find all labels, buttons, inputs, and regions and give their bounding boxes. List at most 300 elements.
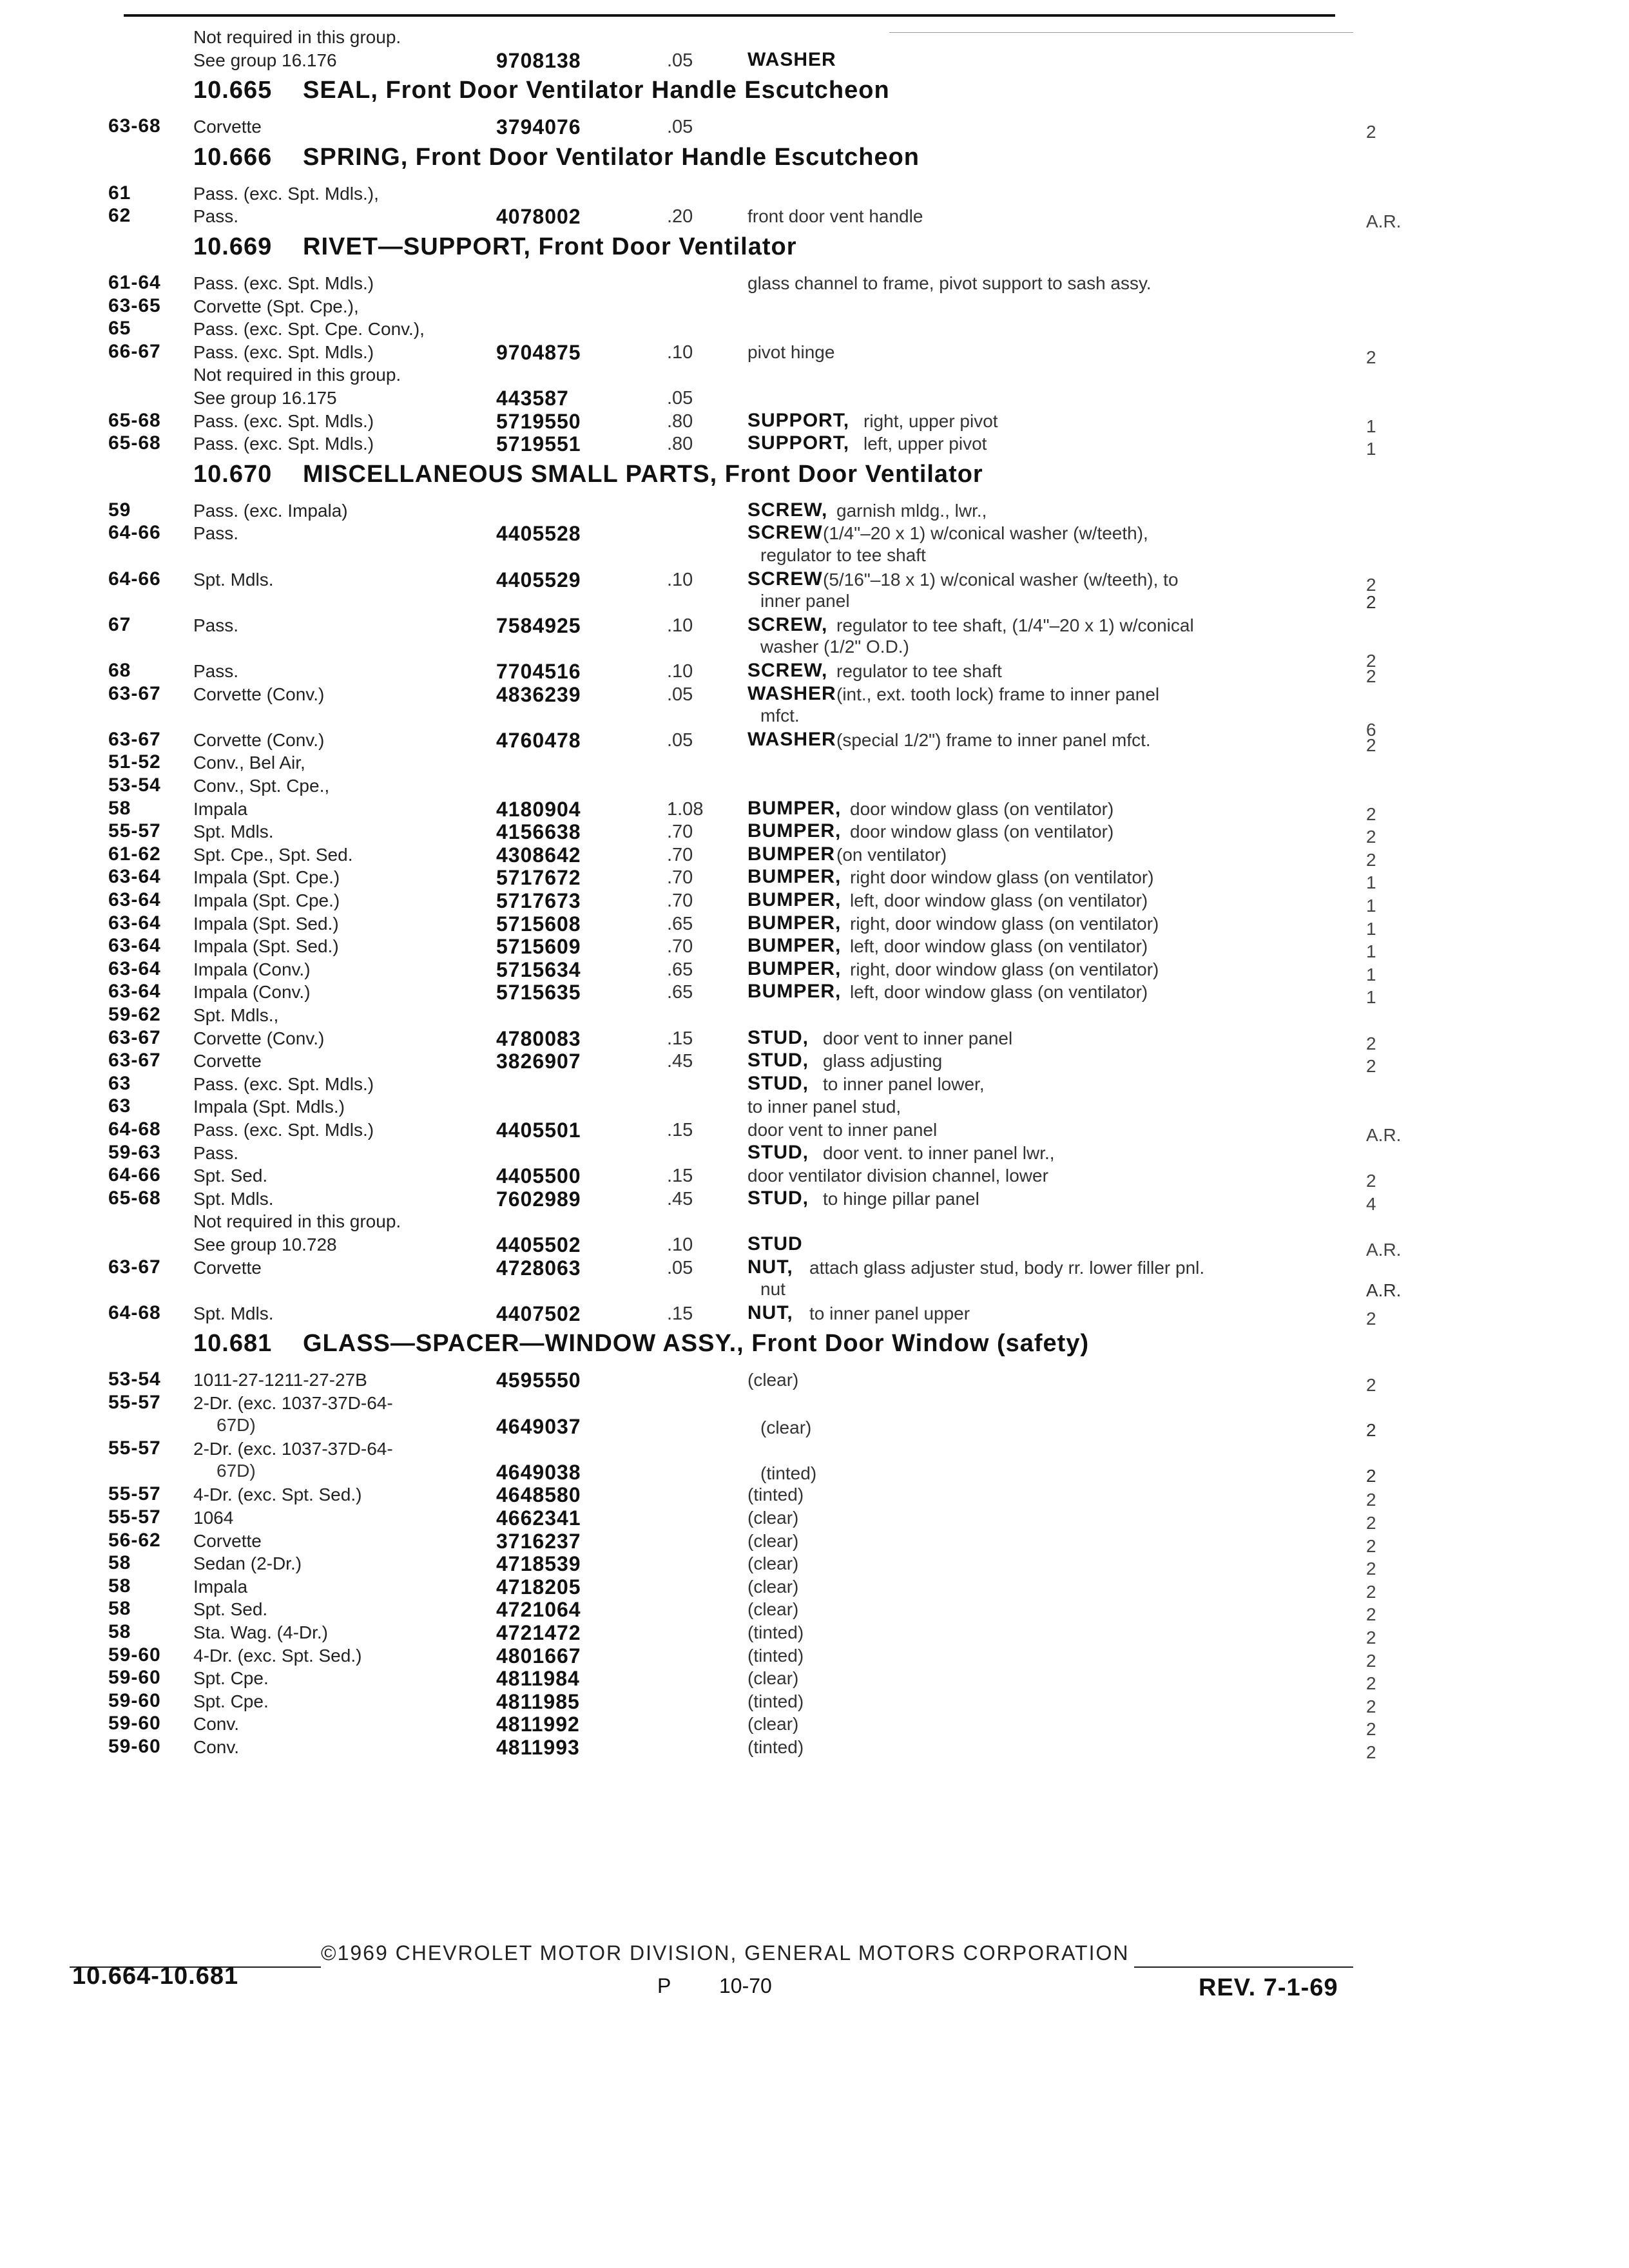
description: (clear) — [747, 1668, 799, 1689]
model-years: 63-64 — [108, 889, 161, 910]
application: Spt. Mdls. — [193, 1303, 274, 1323]
application: Pass. (exc. Spt. Mdls.) — [193, 341, 374, 362]
description: door vent. to inner panel lwr., — [823, 1142, 1055, 1163]
quantity: 2 — [1366, 1033, 1376, 1053]
part-number: 4718539 — [496, 1552, 581, 1576]
description: door vent to inner panel — [823, 1028, 1013, 1048]
part-number: 4405529 — [496, 568, 581, 591]
continuation-text: nut — [760, 1279, 786, 1300]
quantity: A.R. — [1366, 211, 1402, 232]
model-years: 53-54 — [108, 774, 161, 796]
application: Not required in this group. — [193, 1211, 401, 1232]
price: .15 — [667, 1120, 693, 1140]
quantity: 2 — [1366, 1742, 1376, 1762]
continuation-text: inner panel — [760, 591, 850, 611]
price: .45 — [667, 1051, 693, 1072]
description: (clear) — [747, 1599, 799, 1620]
section-title: MISCELLANEOUS SMALL PARTS, Front Door Ventilator — [303, 460, 983, 488]
price: .05 — [667, 684, 693, 705]
catalog-row — [0, 1142, 1629, 1166]
model-years: 61-64 — [108, 272, 161, 293]
part-number: 4811984 — [496, 1667, 580, 1691]
item-name: SUPPORT, — [747, 409, 850, 431]
application: Sta. Wag. (4-Dr.) — [193, 1622, 329, 1642]
item-name: BUMPER, — [747, 935, 842, 957]
catalog-row — [0, 1027, 1629, 1052]
application: Spt. Sed. — [193, 1166, 268, 1186]
description: door ventilator division channel, lower — [747, 1166, 1048, 1186]
model-years: 68 — [108, 660, 131, 681]
quantity: 2 — [1366, 1375, 1376, 1396]
continuation-text: washer (1/2" O.D.) — [760, 637, 909, 657]
application: Corvette — [193, 1051, 262, 1072]
part-number: 5715609 — [496, 935, 581, 959]
catalog-row — [0, 363, 1629, 388]
part-number: 4405500 — [496, 1164, 581, 1188]
catalog-row — [0, 341, 1629, 365]
description: glass channel to frame, pivot support to sash assy. — [747, 273, 1152, 293]
section-header — [0, 144, 1629, 182]
quantity: 2 — [1366, 1650, 1376, 1671]
part-number: 7584925 — [496, 613, 581, 637]
catalog-row — [0, 981, 1629, 1008]
application: Impala — [193, 1576, 248, 1597]
catalog-row — [0, 751, 1629, 776]
part-number: 4405501 — [496, 1119, 581, 1142]
application: Conv. — [193, 1737, 240, 1757]
model-years: 65-68 — [108, 432, 161, 454]
model-years: 63-64 — [108, 981, 161, 1003]
description: to inner panel upper — [809, 1303, 970, 1323]
application: Conv. — [193, 1714, 240, 1735]
catalog-row — [0, 1369, 1629, 1396]
application: Spt. Mdls. — [193, 1188, 274, 1209]
part-number: 5715608 — [496, 912, 581, 936]
catalog-row — [0, 1552, 1629, 1577]
catalog-row — [0, 26, 1629, 50]
description: regulator to tee shaft, (1/4"–20 x 1) w/conical — [836, 615, 1194, 635]
model-years: 58 — [108, 1552, 131, 1574]
quantity: 2 — [1366, 1056, 1376, 1077]
quantity: 2 — [1366, 735, 1376, 755]
model-years: 58 — [108, 1598, 131, 1620]
part-number: 3716237 — [496, 1529, 581, 1553]
description: (clear) — [747, 1576, 799, 1597]
quantity: 1 — [1366, 918, 1376, 939]
item-name: STUD, — [747, 1072, 809, 1094]
model-years: 61 — [108, 182, 131, 204]
application: 1011-27-1211-27-27B — [193, 1370, 367, 1390]
application: Pass. (exc. Spt. Mdls.) — [193, 1120, 374, 1140]
continuation-text: 67D) — [217, 1414, 256, 1435]
continuation-row — [0, 637, 1629, 658]
description: (tinted) — [760, 1463, 817, 1483]
description: right door window glass (on ventilator) — [850, 867, 1154, 888]
model-years: 63-64 — [108, 935, 161, 957]
catalog-row — [0, 205, 1629, 232]
top-rule — [124, 14, 1335, 17]
quantity: 4 — [1366, 1193, 1376, 1214]
section-title: GLASS—SPACER—WINDOW ASSY., Front Door Window (safety) — [303, 1330, 1090, 1358]
catalog-row — [0, 1690, 1629, 1715]
quantity: 2 — [1366, 1513, 1376, 1533]
section-title: RIVET—SUPPORT, Front Door Ventilator — [303, 233, 797, 260]
model-years: 59-60 — [108, 1689, 161, 1711]
page-range: 10.664-10.681 — [72, 1963, 239, 1990]
application: Pass. (exc. Spt. Mdls.) — [193, 1073, 374, 1094]
model-years: 59 — [108, 499, 131, 521]
part-number: 4662341 — [496, 1506, 581, 1530]
application: See group 10.728 — [193, 1235, 337, 1254]
price: .80 — [667, 410, 693, 432]
section-title: SPRING, Front Door Ventilator Handle Escutcheon — [303, 143, 920, 171]
catalog-row — [0, 820, 1629, 845]
price: .15 — [667, 1166, 693, 1187]
model-years: 58 — [108, 797, 131, 819]
description: glass adjusting — [823, 1051, 943, 1072]
application: See group 16.176 — [193, 50, 337, 70]
model-years: 59-60 — [108, 1644, 161, 1666]
quantity: 2 — [1366, 1559, 1376, 1579]
price: .15 — [667, 1028, 693, 1049]
application: Impala (Spt. Cpe.) — [193, 867, 340, 888]
catalog-row — [0, 614, 1629, 639]
part-number: 5715634 — [496, 957, 581, 981]
catalog-row — [0, 1004, 1629, 1028]
application: Corvette — [193, 117, 262, 137]
quantity: 2 — [1366, 1308, 1376, 1329]
catalog-row — [0, 1050, 1629, 1077]
part-number: 3826907 — [496, 1050, 581, 1073]
item-name: STUD, — [747, 1026, 809, 1048]
item-name: SCREW, — [747, 660, 828, 681]
catalog-row — [0, 1392, 1629, 1416]
model-years: 63-67 — [108, 728, 161, 750]
section-number: 10.666 — [193, 143, 273, 171]
section-number: 10.681 — [193, 1330, 273, 1358]
catalog-row — [0, 410, 1629, 434]
page-prefix: P — [657, 1974, 671, 1997]
application: Conv., Spt. Cpe., — [193, 776, 330, 796]
price: .45 — [667, 1188, 693, 1209]
description: front door vent handle — [747, 206, 923, 227]
model-years: 63-65 — [108, 294, 161, 316]
quantity: 2 — [1366, 651, 1376, 671]
part-number: 443587 — [496, 387, 569, 410]
item-name: SCREW — [747, 522, 823, 544]
part-number: 4648580 — [496, 1483, 581, 1507]
model-years: 65-68 — [108, 1187, 161, 1209]
part-number: 4078002 — [496, 205, 581, 229]
part-number: 4405502 — [496, 1233, 581, 1256]
description: (5/16"–18 x 1) w/conical washer (w/teeth), to — [823, 569, 1179, 590]
price: .65 — [667, 982, 693, 1003]
quantity: 1 — [1366, 416, 1376, 436]
model-years: 59-60 — [108, 1736, 161, 1757]
catalog-row — [0, 719, 1629, 755]
price: .70 — [667, 822, 693, 843]
model-years: 55-57 — [108, 1506, 161, 1528]
part-number: 4649037 — [496, 1414, 581, 1438]
quantity: 2 — [1366, 1171, 1376, 1191]
description: left, door window glass (on ventilator) — [850, 936, 1148, 957]
price: .80 — [667, 434, 693, 455]
catalog-row — [0, 958, 1629, 983]
quantity: 2 — [1366, 574, 1376, 595]
application: 1064 — [193, 1508, 234, 1528]
description: (on ventilator) — [836, 844, 947, 865]
part-number: 4780083 — [496, 1026, 581, 1050]
model-years: 53-54 — [108, 1369, 161, 1390]
price: .10 — [667, 615, 693, 636]
part-number: 3794076 — [496, 115, 581, 139]
description: left, door window glass (on ventilator) — [850, 890, 1148, 910]
application: Spt. Sed. — [193, 1599, 268, 1620]
application: 4-Dr. (exc. Spt. Sed.) — [193, 1485, 362, 1505]
price: .70 — [667, 936, 693, 957]
continuation-row — [0, 706, 1629, 727]
description: (clear) — [747, 1553, 799, 1574]
part-number: 4721064 — [496, 1598, 581, 1622]
quantity: 2 — [1366, 1490, 1376, 1510]
description: to inner panel stud, — [747, 1097, 901, 1117]
model-years: 59-60 — [108, 1667, 161, 1689]
part-number: 5719551 — [496, 432, 581, 456]
part-number: 4308642 — [496, 843, 581, 867]
model-years: 59-63 — [108, 1141, 161, 1163]
catalog-row — [0, 935, 1629, 962]
section-header — [0, 77, 1629, 115]
quantity: 2 — [1366, 827, 1376, 847]
price: .10 — [667, 341, 693, 363]
application: Pass. (exc. Spt. Mdls.) — [193, 434, 374, 454]
description: (tinted) — [747, 1691, 804, 1711]
application: Conv., Bel Air, — [193, 753, 305, 773]
catalog-row — [0, 1233, 1629, 1258]
application: See group 16.175 — [193, 388, 337, 408]
price: .05 — [667, 50, 693, 71]
quantity: 1 — [1366, 872, 1376, 893]
application: Impala — [193, 798, 248, 819]
application: 4-Dr. (exc. Spt. Sed.) — [193, 1645, 362, 1666]
catalog-row — [0, 1575, 1629, 1600]
description: door window glass (on ventilator) — [850, 822, 1114, 842]
part-number: 9704875 — [496, 340, 581, 364]
application: Pass. — [193, 523, 239, 544]
application: Pass. (exc. Spt. Mdls.) — [193, 273, 374, 293]
catalog-row — [0, 1621, 1629, 1646]
part-number: 4595550 — [496, 1369, 581, 1392]
model-years: 55-57 — [108, 1483, 161, 1505]
model-years: 55-57 — [108, 820, 161, 842]
application: Pass. — [193, 206, 239, 227]
description: (clear) — [760, 1417, 812, 1437]
application: Spt. Cpe., Spt. Sed. — [193, 844, 353, 865]
catalog-row — [0, 774, 1629, 799]
continuation-row — [0, 1414, 1629, 1440]
price: .10 — [667, 569, 693, 590]
continuation-row — [0, 591, 1629, 613]
part-number: 4405528 — [496, 522, 581, 546]
item-name: WASHER — [747, 48, 836, 70]
model-years: 63-67 — [108, 1050, 161, 1072]
quantity: 1 — [1366, 896, 1376, 916]
model-years: 58 — [108, 1575, 131, 1597]
item-name: NUT, — [747, 1256, 793, 1278]
description: (special 1/2") frame to inner panel mfct. — [836, 729, 1151, 750]
part-number: 5719550 — [496, 409, 581, 433]
item-name: NUT, — [747, 1302, 793, 1323]
model-years: 59-62 — [108, 1004, 161, 1025]
description: door vent to inner panel — [747, 1120, 938, 1140]
price: 1.08 — [667, 798, 704, 820]
part-number: 7602989 — [496, 1187, 581, 1211]
description: to hinge pillar panel — [823, 1188, 979, 1209]
model-years: 64-66 — [108, 568, 161, 590]
price: .70 — [667, 844, 693, 865]
application: Spt. Mdls. — [193, 822, 274, 842]
quantity: 2 — [1366, 1465, 1376, 1486]
application: Spt. Mdls., — [193, 1005, 279, 1025]
section-number: 10.670 — [193, 460, 273, 488]
quantity: A.R. — [1366, 1280, 1402, 1301]
catalog-row — [0, 1187, 1629, 1212]
catalog-row — [0, 432, 1629, 457]
price: .05 — [667, 1257, 693, 1278]
quantity: 1 — [1366, 987, 1376, 1008]
part-number: 4718205 — [496, 1575, 581, 1599]
catalog-row — [0, 522, 1629, 546]
catalog-row — [0, 1302, 1629, 1327]
catalog-row — [0, 1119, 1629, 1143]
continuation-text: regulator to tee shaft — [760, 545, 926, 565]
part-number: 5717673 — [496, 889, 581, 912]
item-name: BUMPER — [747, 843, 836, 865]
continuation-row — [0, 545, 1629, 567]
part-number: 4836239 — [496, 682, 581, 706]
price: .15 — [667, 1303, 693, 1324]
quantity: 2 — [1366, 1419, 1376, 1440]
item-name: STUD, — [747, 1187, 809, 1209]
application: Impala (Spt. Mdls.) — [193, 1097, 345, 1117]
section-title: SEAL, Front Door Ventilator Handle Escutcheon — [303, 77, 890, 104]
item-name: SCREW — [747, 568, 823, 590]
description: (1/4"–20 x 1) w/conical washer (w/teeth), — [823, 523, 1148, 544]
item-name: BUMPER, — [747, 866, 842, 888]
item-name: STUD, — [747, 1050, 809, 1072]
item-name: BUMPER, — [747, 797, 842, 819]
quantity: 2 — [1366, 1535, 1376, 1556]
catalog-row — [0, 1736, 1629, 1760]
application: Corvette (Conv.) — [193, 1028, 325, 1048]
quantity: 2 — [1366, 1628, 1376, 1648]
model-years: 64-68 — [108, 1119, 161, 1140]
application: Corvette (Conv.) — [193, 729, 325, 750]
description: pivot hinge — [747, 341, 835, 362]
application: Pass. (exc. Spt. Mdls.) — [193, 410, 374, 431]
quantity: 1 — [1366, 941, 1376, 962]
item-name: BUMPER, — [747, 820, 842, 842]
catalog-row — [0, 1164, 1629, 1189]
item-name: WASHER — [747, 728, 836, 750]
catalog-row — [0, 1667, 1629, 1694]
quantity: 2 — [1366, 803, 1376, 824]
description: right, door window glass (on ventilator) — [850, 959, 1159, 979]
model-years: 64-66 — [108, 522, 161, 544]
description: attach glass adjuster stud, body rr. lower filler pnl. — [809, 1257, 1205, 1278]
model-years: 55-57 — [108, 1437, 161, 1459]
catalog-row — [0, 1530, 1629, 1554]
item-name: SCREW, — [747, 613, 828, 635]
price: .70 — [667, 867, 693, 889]
continuation-row — [0, 1279, 1629, 1301]
part-number: 4811992 — [496, 1713, 580, 1736]
quantity: 2 — [1366, 1696, 1376, 1716]
catalog-row — [0, 182, 1629, 207]
model-years: 63 — [108, 1095, 131, 1117]
description: left, upper pivot — [863, 434, 987, 454]
model-years: 55-57 — [108, 1392, 161, 1413]
application: Pass. (exc. Impala) — [193, 500, 348, 521]
catalog-row — [0, 295, 1629, 320]
quantity: A.R. — [1366, 1240, 1402, 1260]
catalog-row — [0, 387, 1629, 411]
continuation-row — [0, 1460, 1629, 1486]
catalog-row — [0, 651, 1629, 686]
description: right, door window glass (on ventilator) — [850, 913, 1159, 934]
description: (tinted) — [747, 1737, 804, 1757]
catalog-row — [0, 912, 1629, 937]
section-header — [0, 1330, 1629, 1369]
description: regulator to tee shaft — [836, 661, 1002, 681]
catalog-row — [0, 866, 1629, 893]
part-number: 9708138 — [496, 48, 581, 72]
catalog-row — [0, 1713, 1629, 1740]
quantity: 2 — [1366, 849, 1376, 870]
model-years: 66-67 — [108, 340, 161, 362]
price: .05 — [667, 388, 693, 408]
section-number: 10.665 — [193, 77, 273, 104]
quantity: 2 — [1366, 347, 1376, 367]
catalog-row — [0, 1073, 1629, 1097]
part-number: 5717672 — [496, 866, 581, 890]
catalog-row — [0, 1483, 1629, 1508]
section-header — [0, 461, 1629, 499]
price: .65 — [667, 959, 693, 980]
item-name: BUMPER, — [747, 889, 842, 910]
model-years: 59-60 — [108, 1713, 161, 1735]
part-number: 4811993 — [496, 1736, 580, 1759]
description: (tinted) — [747, 1645, 804, 1666]
part-number: 4801667 — [496, 1644, 581, 1667]
model-years: 64-66 — [108, 1164, 161, 1186]
catalog-row — [0, 272, 1629, 296]
description: right, upper pivot — [863, 410, 998, 431]
continuation-text: mfct. — [760, 706, 800, 726]
application: Impala (Spt. Cpe.) — [193, 890, 340, 910]
model-years: 63-67 — [108, 682, 161, 704]
part-number: 4721472 — [496, 1621, 581, 1644]
revision-date: REV. 7-1-69 — [1199, 1974, 1338, 2001]
quantity: A.R. — [1366, 1125, 1402, 1145]
catalog-row — [0, 1437, 1629, 1462]
catalog-row — [0, 499, 1629, 524]
price: .65 — [667, 913, 693, 934]
price: .10 — [667, 1235, 693, 1255]
part-number: 4649038 — [496, 1460, 581, 1484]
application: Not required in this group. — [193, 27, 401, 47]
application: Spt. Cpe. — [193, 1691, 269, 1711]
